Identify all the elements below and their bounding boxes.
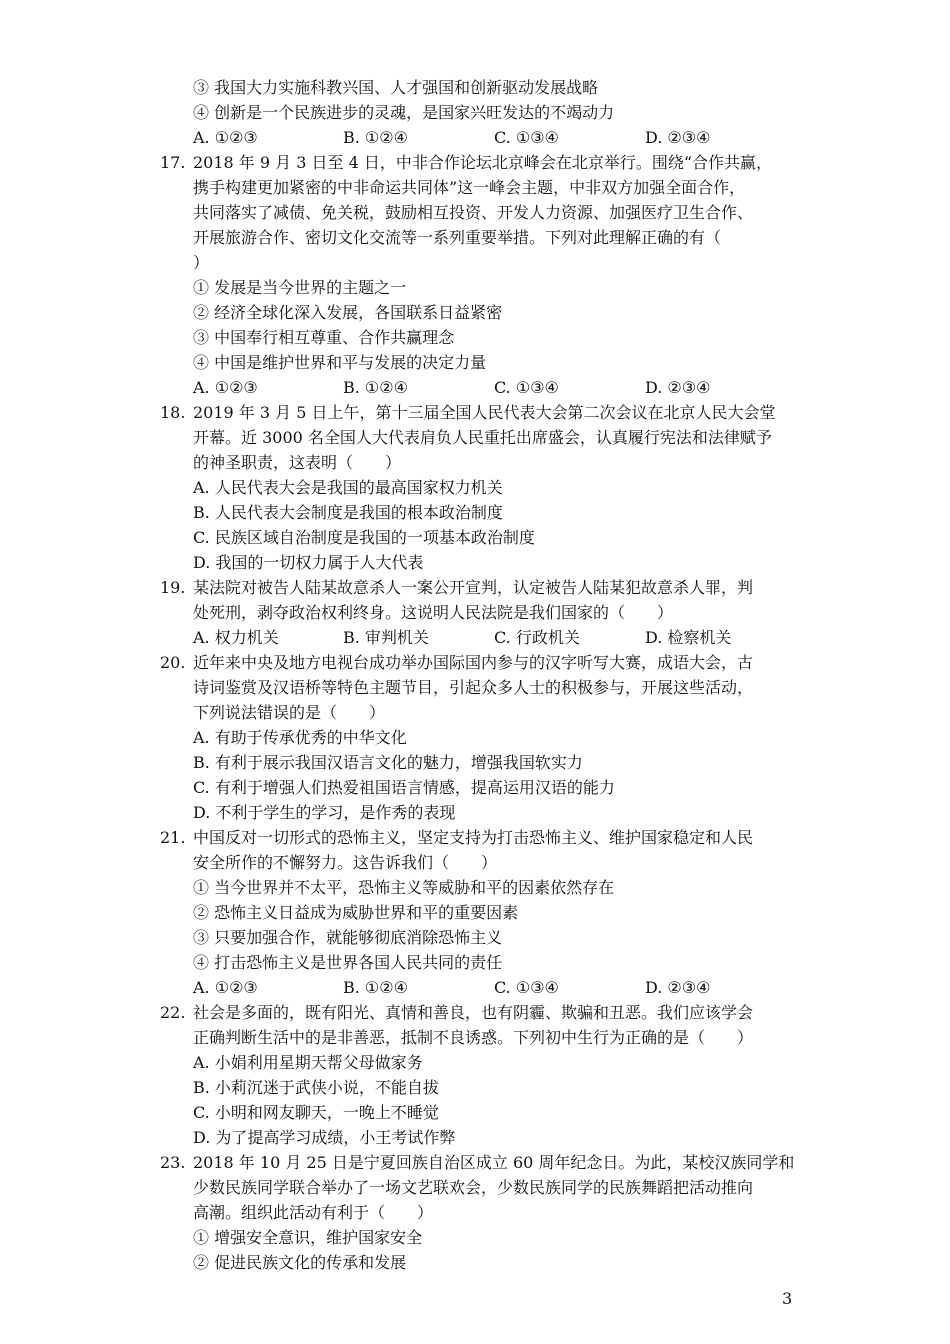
q21-option-a: A. ①②③ bbox=[193, 978, 258, 997]
q17-option-b: B. ①②④ bbox=[343, 378, 408, 397]
q23-stem-line: 2018 年 10 月 25 日是宁夏回族自治区成立 60 周年纪念日。为此，某校汉族同学和 bbox=[193, 1153, 795, 1172]
q23-number: 23. bbox=[160, 1153, 186, 1172]
q20-option-b: B. 有利于展示我国汉语言文化的魅力，增强我国软实力 bbox=[193, 753, 583, 772]
q23-item-2: ② 促进民族文化的传承和发展 bbox=[193, 1253, 407, 1272]
q19-option-d: D. 检察机关 bbox=[645, 628, 732, 647]
q18-stem-line: 的神圣职责，这表明（ ） bbox=[193, 453, 402, 472]
q16-option-b: B. ①②④ bbox=[343, 128, 408, 147]
q22-number: 22. bbox=[160, 1003, 186, 1022]
q17-item-1: ① 发展是当今世界的主题之一 bbox=[193, 278, 407, 297]
q22-stem-line: 社会是多面的，既有阳光、真情和善良，也有阴霾、欺骗和丑恶。我们应该学会 bbox=[193, 1003, 754, 1022]
q22-option-b: B. 小莉沉迷于武侠小说，不能自拔 bbox=[193, 1078, 439, 1097]
q18-stem-line: 2019 年 3 月 5 日上午，第十三届全国人民代表大会第二次会议在北京人民大会堂 bbox=[193, 403, 776, 422]
q18-option-b: B. 人民代表大会制度是我国的根本政治制度 bbox=[193, 503, 503, 522]
q23-stem-line: 高潮。组织此活动有利于（ ） bbox=[193, 1203, 434, 1222]
q22-option-a: A. 小娟利用星期天帮父母做家务 bbox=[193, 1053, 423, 1072]
q23-stem-line: 少数民族同学联合举办了一场文艺联欢会，少数民族同学的民族舞蹈把活动推向 bbox=[193, 1178, 754, 1197]
q21-item-2: ② 恐怖主义日益成为威胁世界和平的重要因素 bbox=[193, 903, 519, 922]
q20-stem-line: 下列说法错误的是（ ） bbox=[193, 703, 386, 722]
q18-option-d: D. 我国的一切权力属于人大代表 bbox=[193, 553, 424, 572]
q20-stem-line: 近年来中央及地方电视台成功举办国际国内参与的汉字听写大赛，成语大会，古 bbox=[193, 653, 754, 672]
q20-number: 20. bbox=[160, 653, 186, 672]
q17-stem-line: 携手构建更加紧密的中非命运共同体”这一峰会主题，中非双方加强全面合作， bbox=[193, 178, 746, 197]
q19-option-b: B. 审判机关 bbox=[343, 628, 429, 647]
q17-stem-line: ） bbox=[193, 253, 210, 272]
q16-item-3: ③ 我国大力实施科教兴国、人才强国和创新驱动发展战略 bbox=[193, 78, 599, 97]
q18-stem-line: 开幕。近 3000 名全国人大代表肩负人民重托出席盛会，认真履行宪法和法律赋予 bbox=[193, 428, 772, 447]
q18-number: 18. bbox=[160, 403, 186, 422]
page-number: 3 bbox=[782, 1289, 793, 1308]
q17-stem-line: 开展旅游合作、密切文化交流等一系列重要举措。下列对此理解正确的有（ bbox=[193, 228, 722, 247]
q17-option-d: D. ②③④ bbox=[645, 378, 711, 397]
q18-option-c: C. 民族区域自治制度是我国的一项基本政治制度 bbox=[193, 528, 535, 547]
q16-item-4: ④ 创新是一个民族进步的灵魂，是国家兴旺发达的不竭动力 bbox=[193, 103, 615, 122]
q22-option-d: D. 为了提高学习成绩，小王考试作弊 bbox=[193, 1128, 456, 1147]
q16-option-a: A. ①②③ bbox=[193, 128, 258, 147]
q19-stem-line: 某法院对被告人陆某故意杀人一案公开宣判，认定被告人陆某犯故意杀人罪，判 bbox=[193, 578, 754, 597]
q19-option-a: A. 权力机关 bbox=[193, 628, 279, 647]
q16-option-d: D. ②③④ bbox=[645, 128, 711, 147]
q22-stem-line: 正确判断生活中的是非善恶，抵制不良诱惑。下列初中生行为正确的是（ ） bbox=[193, 1028, 754, 1047]
q17-option-a: A. ①②③ bbox=[193, 378, 258, 397]
q21-stem-line: 安全所作的不懈努力。这告诉我们（ ） bbox=[193, 853, 498, 872]
q21-option-c: C. ①③④ bbox=[494, 978, 559, 997]
q21-item-1: ① 当今世界并不太平，恐怖主义等威胁和平的因素依然存在 bbox=[193, 878, 615, 897]
q19-stem-line: 处死刑，剥夺政治权利终身。这说明人民法院是我们国家的（ ） bbox=[193, 603, 674, 622]
q21-number: 21. bbox=[160, 828, 186, 847]
q21-option-d: D. ②③④ bbox=[645, 978, 711, 997]
q21-item-4: ④ 打击恐怖主义是世界各国人民共同的责任 bbox=[193, 953, 503, 972]
q17-item-3: ③ 中国奉行相互尊重、合作共赢理念 bbox=[193, 328, 455, 347]
q20-stem-line: 诗词鉴赏及汉语桥等特色主题节目，引起众多人士的积极参与，开展这些活动， bbox=[193, 678, 754, 697]
q17-stem-line: 2018 年 9 月 3 日至 4 日，中非合作论坛北京峰会在北京举行。围绕“合作共赢， bbox=[193, 153, 773, 172]
q16-option-c: C. ①③④ bbox=[494, 128, 559, 147]
q21-option-b: B. ①②④ bbox=[343, 978, 408, 997]
q17-stem-line: 共同落实了减债、免关税，鼓励相互投资、开发人力资源、加强医疗卫生合作、 bbox=[193, 203, 754, 222]
q23-item-1: ① 增强安全意识，维护国家安全 bbox=[193, 1228, 423, 1247]
q20-option-a: A. 有助于传承优秀的中华文化 bbox=[193, 728, 407, 747]
q22-option-c: C. 小明和网友聊天，一晚上不睡觉 bbox=[193, 1103, 439, 1122]
q18-option-a: A. 人民代表大会是我国的最高国家权力机关 bbox=[193, 478, 503, 497]
q17-item-4: ④ 中国是维护世界和平与发展的决定力量 bbox=[193, 353, 487, 372]
q17-option-c: C. ①③④ bbox=[494, 378, 559, 397]
q21-item-3: ③ 只要加强合作，就能够彻底消除恐怖主义 bbox=[193, 928, 503, 947]
q20-option-c: C. 有利于增强人们热爱祖国语言情感，提高运用汉语的能力 bbox=[193, 778, 615, 797]
q17-number: 17. bbox=[160, 153, 186, 172]
q20-option-d: D. 不利于学生的学习，是作秀的表现 bbox=[193, 803, 456, 822]
q21-stem-line: 中国反对一切形式的恐怖主义，坚定支持为打击恐怖主义、维护国家稳定和人民 bbox=[193, 828, 754, 847]
q19-option-c: C. 行政机关 bbox=[494, 628, 580, 647]
q17-item-2: ② 经济全球化深入发展，各国联系日益紧密 bbox=[193, 303, 503, 322]
q19-number: 19. bbox=[160, 578, 186, 597]
